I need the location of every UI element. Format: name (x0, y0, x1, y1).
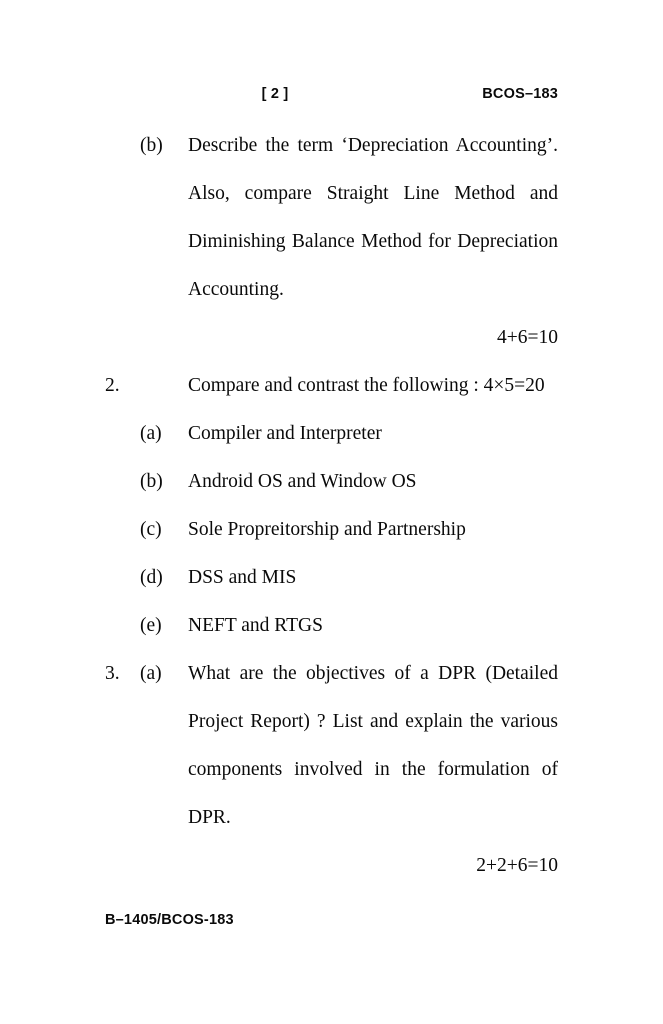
page-footer-code: B–1405/BCOS-183 (105, 912, 234, 928)
paper-code-label: BCOS–183 (482, 86, 558, 102)
question-item (0, 650, 663, 842)
sub-question-item (0, 602, 663, 650)
sub-question-text: Compiler and Interpreter (188, 423, 382, 444)
sub-question-text: Sole Propreitorship and Partnership (188, 519, 466, 540)
question-marker: (b) (140, 135, 163, 156)
sub-question-text: DSS and MIS (188, 567, 297, 588)
sub-question-marker: (c) (140, 519, 162, 540)
question-text: What are the objectives of a DPR (Detailed Project Report) ? List and explain the various components involved in the formulation of DPR. (188, 663, 558, 828)
question-marker: (a) (140, 663, 162, 684)
sub-question-marker: (e) (140, 615, 162, 636)
question-number: 3. (105, 663, 120, 684)
question-marks: 2+2+6=10 (476, 855, 558, 876)
page-header (105, 86, 558, 108)
sub-question-marker: (d) (140, 567, 163, 588)
question-item (0, 362, 663, 410)
question-marks: 4+6=10 (497, 327, 558, 348)
sub-question-marker: (b) (140, 471, 163, 492)
question-text: Compare and contrast the following : 4×5=20 (188, 375, 545, 396)
sub-question-text: NEFT and RTGS (188, 615, 323, 636)
question-text: Describe the term ‘Depreciation Accounting’. Also, compare Straight Line Method and Diminishing Balance Method for Depreciation Accounting. (188, 135, 558, 300)
sub-question-text: Android OS and Window OS (188, 471, 417, 492)
question-item (0, 122, 663, 314)
page-number-label: [ 2 ] (261, 86, 289, 102)
sub-question-item (0, 458, 663, 506)
sub-question-marker: (a) (140, 423, 162, 444)
question-number: 2. (105, 375, 120, 396)
sub-question-item (0, 554, 663, 602)
sub-question-item (0, 410, 663, 458)
sub-question-item (0, 506, 663, 554)
question-list (0, 122, 663, 890)
